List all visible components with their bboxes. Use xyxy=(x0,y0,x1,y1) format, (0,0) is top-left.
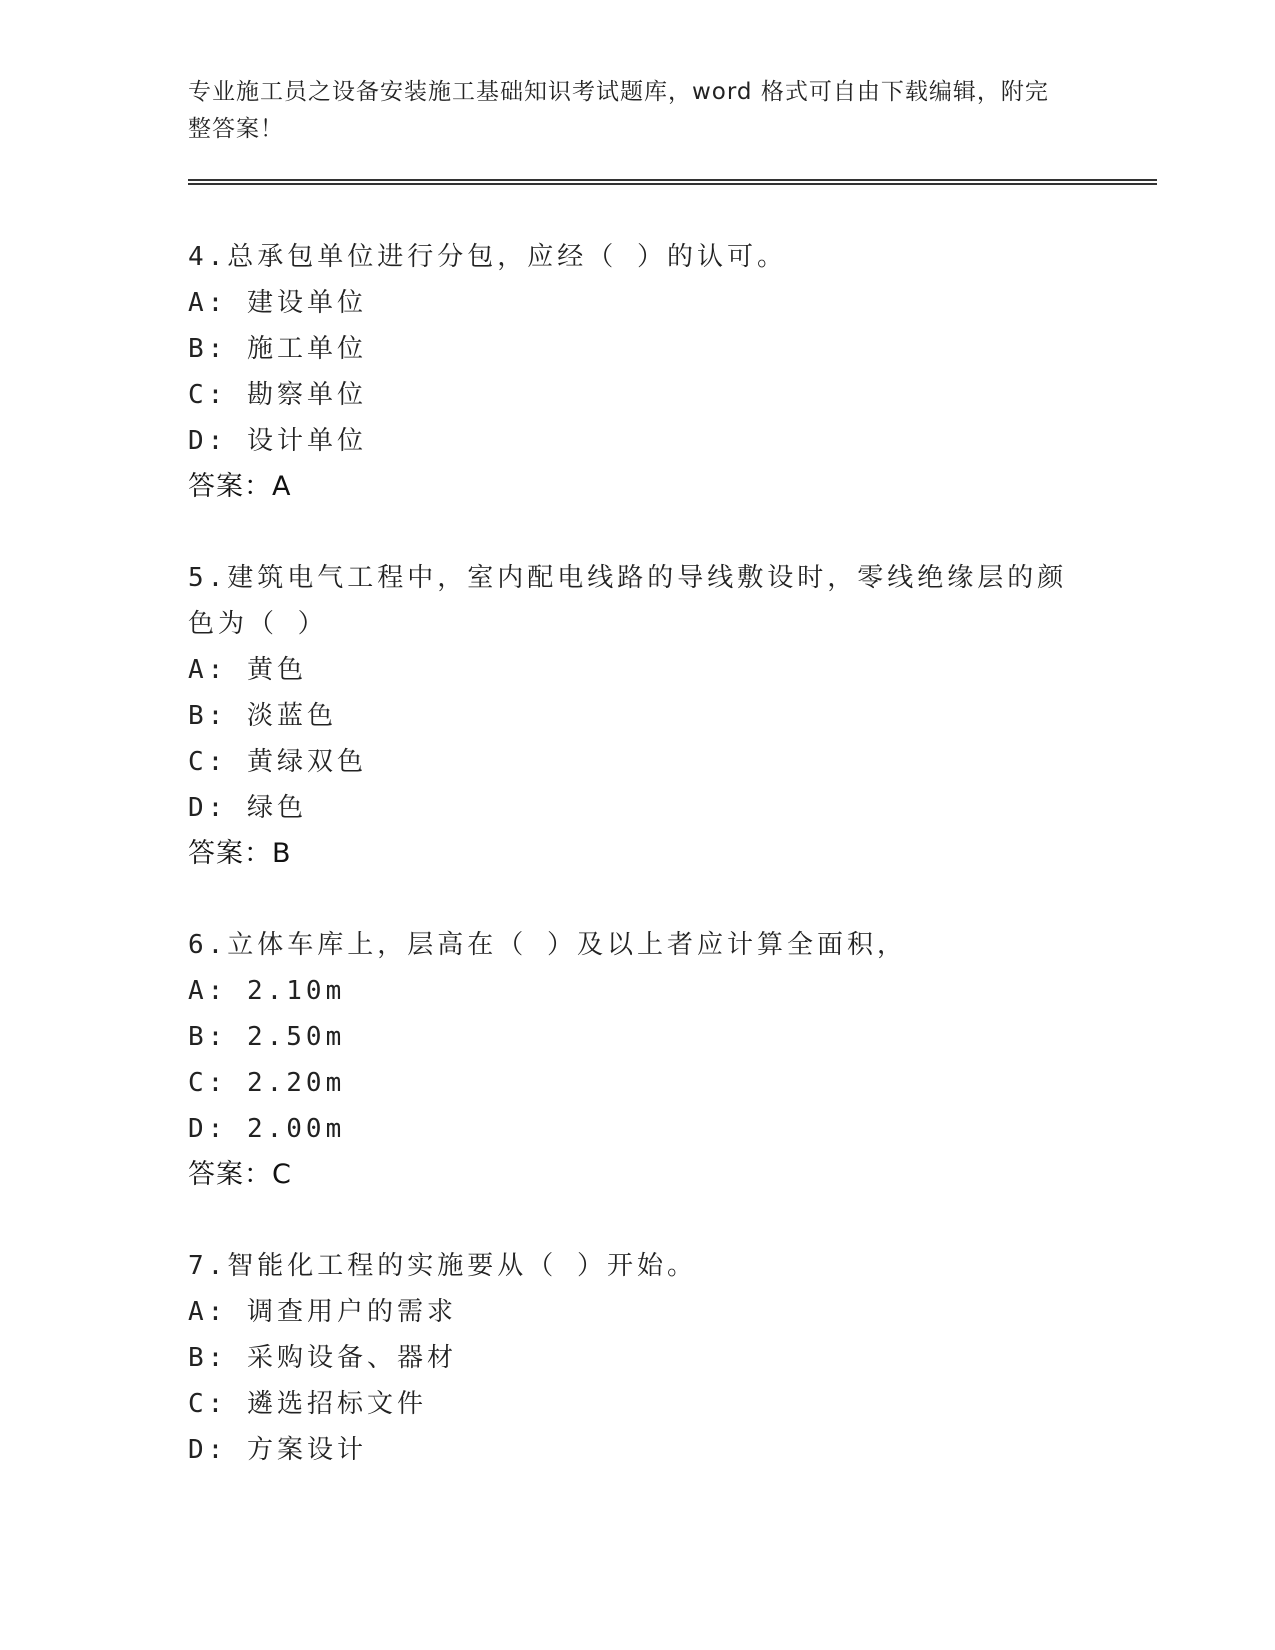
option-d: D: 绿色 xyxy=(188,793,307,823)
option-d: D: 设计单位 xyxy=(188,426,367,456)
option-a: A: 调查用户的需求 xyxy=(188,1297,457,1327)
question-stem: 6.立体车库上，层高在（ ）及以上者应计算全面积， xyxy=(188,930,907,960)
option-c: C: 勘察单位 xyxy=(188,380,367,410)
option-b: B: 淡蓝色 xyxy=(188,701,337,731)
option-d: D: 方案设计 xyxy=(188,1435,367,1465)
question-list xyxy=(188,234,1088,1518)
answer: 答案：B xyxy=(188,838,292,869)
option-c: C: 2.20m xyxy=(188,1068,346,1098)
option-c: C: 遴选招标文件 xyxy=(188,1389,427,1419)
question-5 xyxy=(188,555,1088,877)
question-stem: 5.建筑电气工程中，室内配电线路的导线敷设时，零线绝缘层的颜色为（ ） xyxy=(188,563,1068,639)
question-7 xyxy=(188,1243,1088,1473)
question-stem: 7.智能化工程的实施要从（ ）开始。 xyxy=(188,1251,697,1281)
answer: 答案：A xyxy=(188,471,292,502)
answer: 答案：C xyxy=(188,1159,292,1190)
option-c: C: 黄绿双色 xyxy=(188,747,367,777)
question-6 xyxy=(188,922,1088,1198)
question-stem: 4.总承包单位进行分包，应经（ ）的认可。 xyxy=(188,242,787,272)
option-b: B: 施工单位 xyxy=(188,334,367,364)
document-header: 专业施工员之设备安装施工基础知识考试题库，word 格式可自由下载编辑，附完整答案！ xyxy=(188,79,1049,142)
option-a: A: 2.10m xyxy=(188,976,346,1006)
option-b: B: 2.50m xyxy=(188,1022,346,1052)
question-4 xyxy=(188,234,1088,510)
option-b: B: 采购设备、器材 xyxy=(188,1343,457,1373)
option-a: A: 黄色 xyxy=(188,655,307,685)
header-divider xyxy=(188,179,1157,185)
option-d: D: 2.00m xyxy=(188,1114,346,1144)
option-a: A: 建设单位 xyxy=(188,288,367,318)
